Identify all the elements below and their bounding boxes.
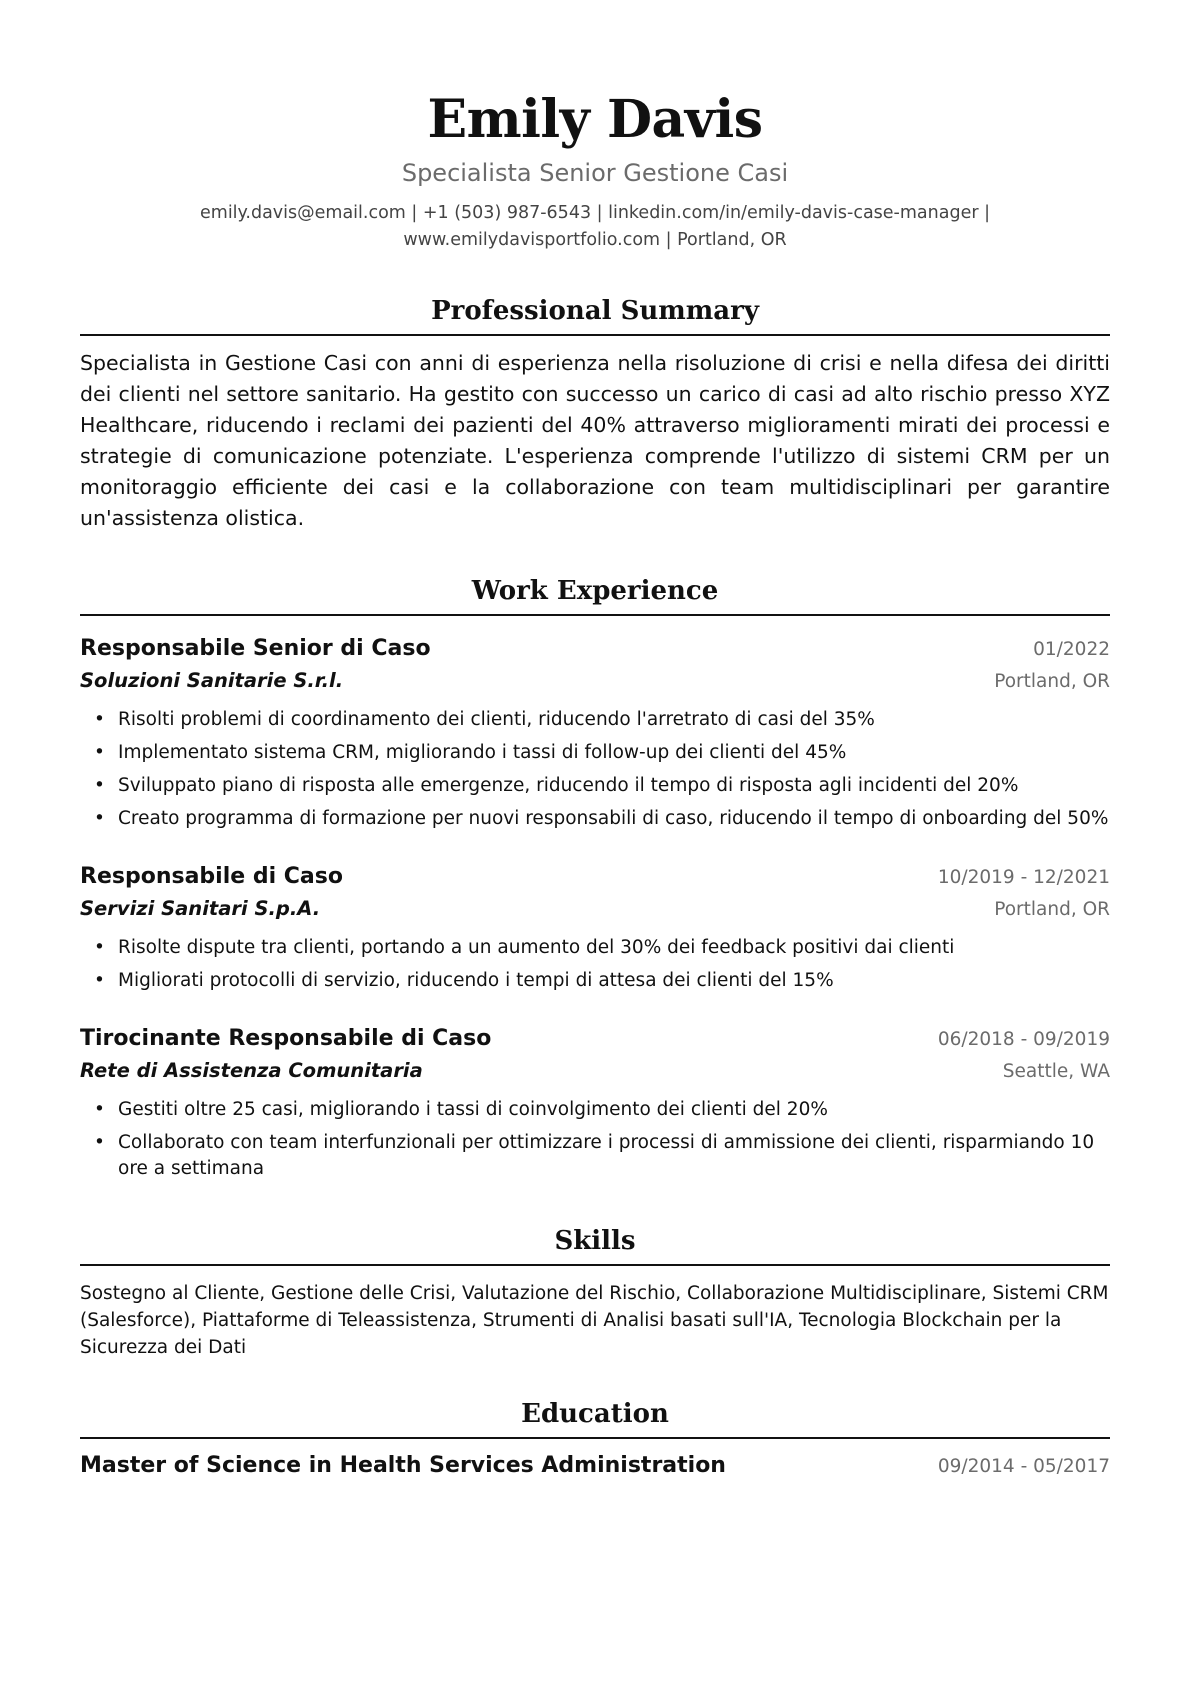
job-entry xyxy=(80,862,1110,994)
bullet-text: Implementato sistema CRM, migliorando i tassi di follow-up dei clienti del 45% xyxy=(118,742,847,763)
education-degree: Master of Science in Health Services Administration xyxy=(80,1453,726,1478)
job-entry xyxy=(80,1024,1110,1182)
job-role: Responsabile Senior di Caso xyxy=(80,636,431,661)
bullet-icon: • xyxy=(94,742,105,763)
summary-text: Specialista in Gestione Casi con anni di esperienza nella risoluzione di crisi e nella difesa dei diritti dei clienti nel settore sanitario. Ha gestito con successo un carico di casi ad alto rischio presso XYZ Healthcare, riducendo i reclami dei pazienti del 40% attraverso miglioramenti mirati dei processi e strategie di comunicazione potenziate. L'esperienza comprende l'utilizzo di sistemi CRM per un monitoraggio efficiente dei casi e la collaborazione con team multidisciplinari per garantire un'assistenza olistica. xyxy=(80,351,1110,530)
job-role: Tirocinante Responsabile di Caso xyxy=(80,1026,492,1051)
skills-text: Sostegno al Cliente, Gestione delle Crisi, Valutazione del Rischio, Collaborazione Multidisciplinare, Sistemi CRM (Salesforce), Piattaforme di Teleassistenza, Strumenti di Analisi basati sull'IA, Tecnologia Blockchain per la Sicurezza dei Dati xyxy=(80,1283,1109,1358)
contact-line-1: emily.davis@email.com | +1 (503) 987-6543 | linkedin.com/in/emily-davis-case-manager | xyxy=(200,203,990,223)
candidate-title: Specialista Senior Gestione Casi xyxy=(401,159,789,187)
bullet-text: Gestiti oltre 25 casi, migliorando i tassi di coinvolgimento dei clienti del 20% xyxy=(118,1099,828,1120)
bullet-icon: • xyxy=(94,1099,105,1120)
bullet-text: Sviluppato piano di risposta alle emergenze, riducendo il tempo di risposta agli incidenti del 20% xyxy=(118,775,1019,796)
bullet-icon: • xyxy=(94,937,105,958)
education-entry xyxy=(80,1451,1110,1481)
skills-heading: Skills xyxy=(80,1224,1110,1266)
education-date: 09/2014 - 05/2017 xyxy=(937,1456,1110,1477)
job-location: Portland, OR xyxy=(994,671,1110,692)
bullet-text: Risolti problemi di coordinamento dei clienti, riducendo l'arretrato di casi del 35% xyxy=(118,709,875,730)
bullet-icon: • xyxy=(94,775,105,796)
job-date: 01/2022 xyxy=(1033,639,1110,660)
job-bullet xyxy=(80,935,1110,961)
job-date: 06/2018 - 09/2019 xyxy=(937,1029,1110,1050)
summary-section xyxy=(80,294,1110,534)
contact-info xyxy=(80,200,1110,254)
summary-heading: Professional Summary xyxy=(80,294,1110,336)
job-date: 10/2019 - 12/2021 xyxy=(937,867,1110,888)
bullet-text: Migliorati protocolli di servizio, riducendo i tempi di attesa dei clienti del 15% xyxy=(118,970,834,991)
job-location: Portland, OR xyxy=(994,899,1110,920)
job-bullet xyxy=(80,968,1110,994)
resume-header xyxy=(80,0,1110,254)
bullet-text: Risolte dispute tra clienti, portando a un aumento del 30% dei feedback positivi dai clienti xyxy=(118,937,955,958)
bullet-icon: • xyxy=(94,1132,105,1153)
job-bullet xyxy=(80,1097,1110,1123)
work-experience-heading: Work Experience xyxy=(80,574,1110,616)
bullet-text: Collaborato con team interfunzionali per ottimizzare i processi di ammissione dei clienti, risparmiando 10 ore a settimana xyxy=(118,1132,1095,1179)
work-experience-section xyxy=(80,574,1110,1182)
education-heading: Education xyxy=(80,1397,1110,1439)
bullet-text: Creato programma di formazione per nuovi responsabili di caso, riducendo il tempo di onboarding del 50% xyxy=(118,808,1109,829)
bullet-icon: • xyxy=(94,709,105,730)
contact-line-2: www.emilydavisportfolio.com | Portland, OR xyxy=(403,230,787,250)
job-company: Rete di Assistenza Comunitaria xyxy=(80,1059,423,1082)
job-bullets xyxy=(80,1097,1110,1182)
job-entry xyxy=(80,634,1110,832)
job-bullet xyxy=(80,1130,1110,1182)
job-role: Responsabile di Caso xyxy=(80,864,343,889)
job-company: Soluzioni Sanitarie S.r.l. xyxy=(80,669,344,692)
bullet-icon: • xyxy=(94,970,105,991)
job-location: Seattle, WA xyxy=(1002,1061,1110,1082)
job-bullet xyxy=(80,806,1110,832)
job-bullet xyxy=(80,707,1110,733)
education-section xyxy=(80,1397,1110,1481)
skills-section xyxy=(80,1224,1110,1361)
job-company: Servizi Sanitari S.p.A. xyxy=(80,897,321,920)
job-bullet xyxy=(80,773,1110,799)
job-bullets xyxy=(80,935,1110,994)
job-bullets xyxy=(80,707,1110,832)
bullet-icon: • xyxy=(94,808,105,829)
job-bullet xyxy=(80,740,1110,766)
candidate-name: Emily Davis xyxy=(427,89,763,150)
